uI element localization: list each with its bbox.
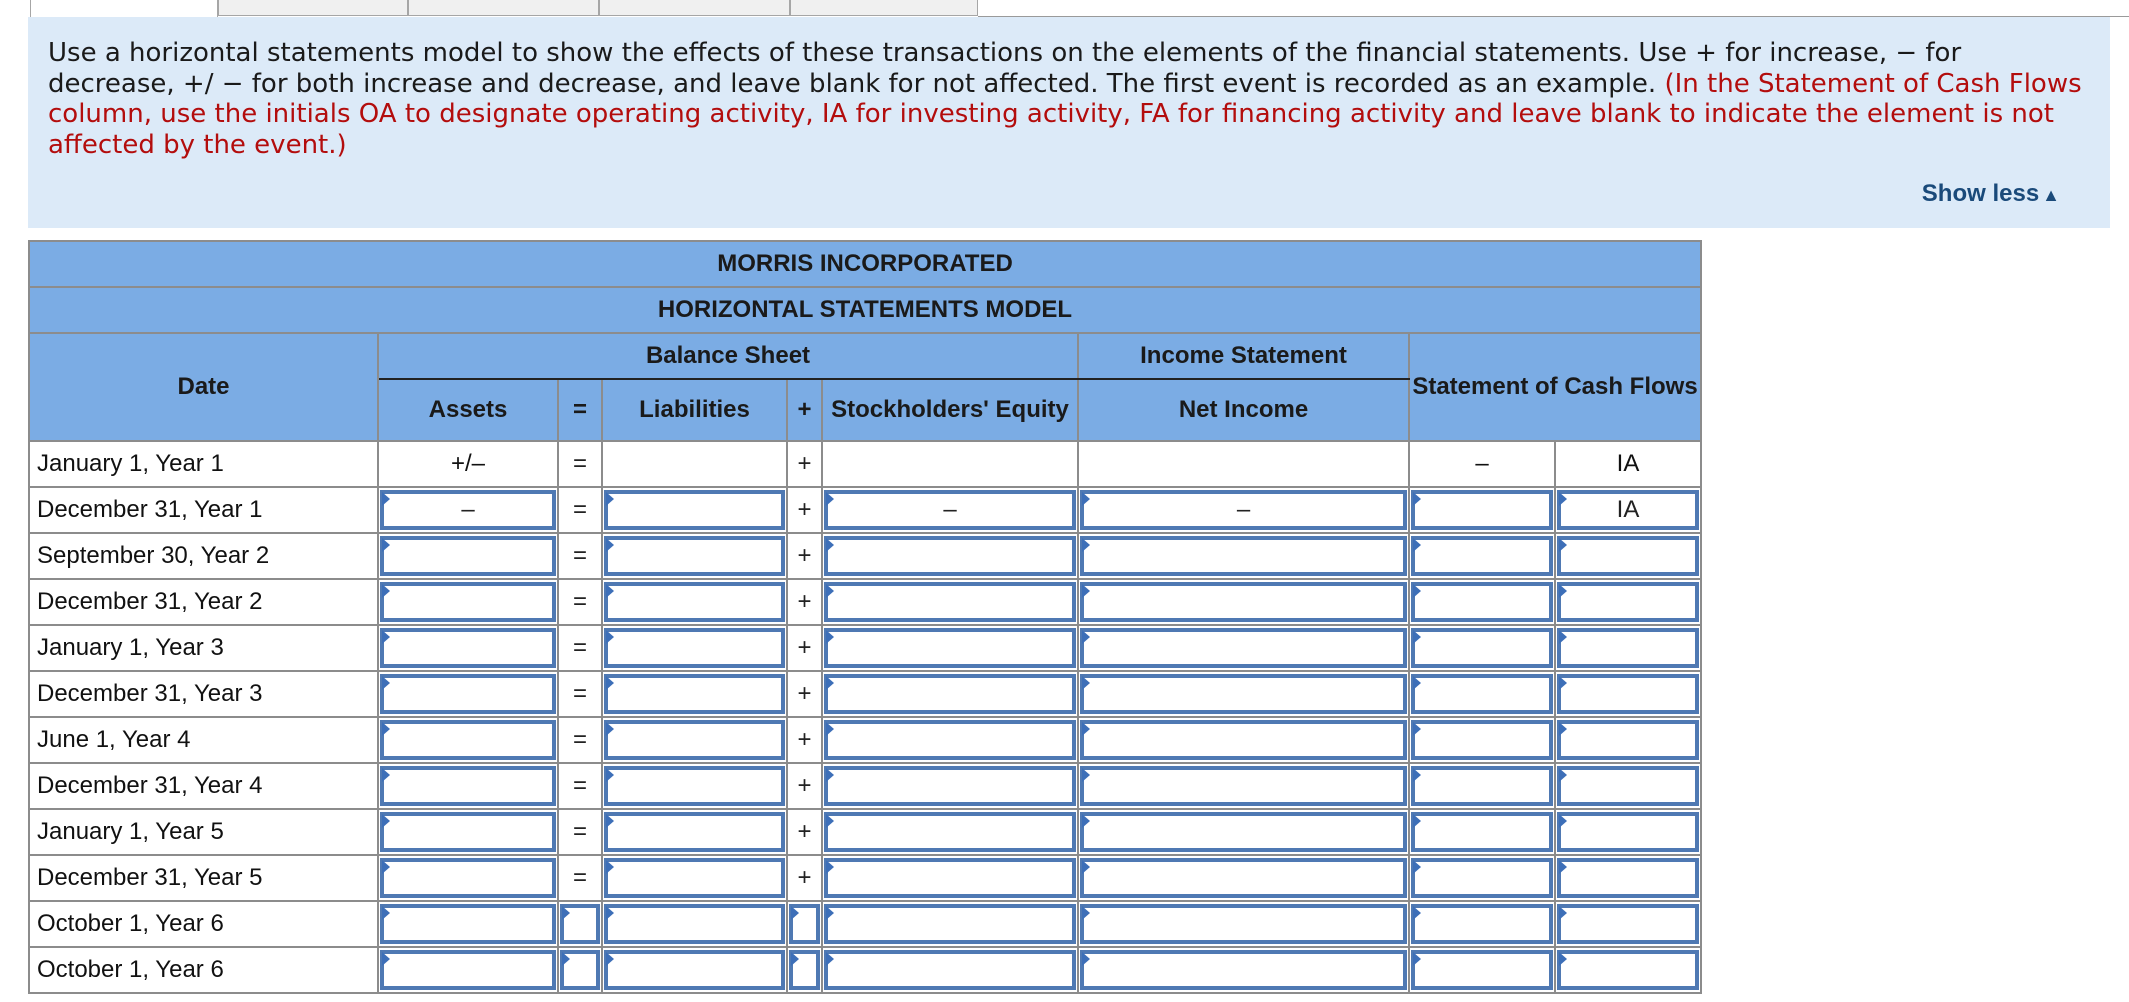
cash-flow-amount-input-cell xyxy=(1409,947,1555,993)
equity-input[interactable] xyxy=(824,766,1076,806)
equals-symbol: = xyxy=(558,579,602,625)
cash-flow-amount-input-cell xyxy=(1409,901,1555,947)
cash-flow-amount-input[interactable] xyxy=(1411,582,1553,622)
instructions-note: (In the Statement of Cash Flows column, use the initials OA to designate operating activity, IA for investing activity, FA for financing activity and leave blank to indicate the element is not affected by the event.) xyxy=(48,68,2082,160)
cash-flow-activity-input[interactable] xyxy=(1557,536,1699,576)
liabilities-input-cell xyxy=(602,855,787,901)
equals-input-cell xyxy=(558,947,602,993)
assets-input[interactable] xyxy=(380,812,556,852)
assets-input[interactable] xyxy=(380,858,556,898)
equity-input-cell xyxy=(822,809,1078,855)
cash-flow-activity-input[interactable]: IA xyxy=(1557,490,1699,530)
plus-symbol: + xyxy=(787,809,822,855)
cash-flow-activity-input[interactable] xyxy=(1557,720,1699,760)
assets-input-cell xyxy=(378,579,558,625)
row-date: December 31, Year 4 xyxy=(29,763,378,809)
balance-sheet-header: Balance Sheet xyxy=(378,333,1078,379)
net-income-input[interactable]: – xyxy=(1080,490,1407,530)
equals-header: = xyxy=(558,379,602,441)
equity-input[interactable] xyxy=(824,904,1076,944)
net-income-input[interactable] xyxy=(1080,536,1407,576)
net-income-input-cell xyxy=(1078,855,1409,901)
equity-input[interactable] xyxy=(824,536,1076,576)
liabilities-input[interactable] xyxy=(604,536,785,576)
equals-symbol: = xyxy=(558,533,602,579)
equals-symbol: = xyxy=(558,671,602,717)
assets-input-cell xyxy=(378,717,558,763)
cash-flow-amount-input[interactable] xyxy=(1411,766,1553,806)
cash-flow-activity-input-cell xyxy=(1555,901,1701,947)
equals-symbol: = xyxy=(558,855,602,901)
plus-symbol: + xyxy=(787,533,822,579)
liabilities-input-cell xyxy=(602,625,787,671)
cash-flow-amount-input[interactable] xyxy=(1411,536,1553,576)
equity-input-cell xyxy=(822,579,1078,625)
net-income-input-cell xyxy=(1078,487,1409,533)
assets-input[interactable] xyxy=(380,766,556,806)
table-row xyxy=(29,579,1701,625)
equity-input[interactable]: – xyxy=(824,490,1076,530)
date-header: Date xyxy=(29,333,378,441)
table-row xyxy=(29,901,1701,947)
plus-symbol: + xyxy=(787,855,822,901)
cash-flow-amount-input[interactable] xyxy=(1411,720,1553,760)
net-income-input-cell xyxy=(1078,901,1409,947)
net-income-input-cell xyxy=(1078,625,1409,671)
cash-flow-amount-value: – xyxy=(1409,441,1555,487)
assets-input[interactable] xyxy=(380,582,556,622)
equity-input-cell xyxy=(822,625,1078,671)
instructions-panel xyxy=(28,17,2110,228)
plus-input-cell xyxy=(787,901,822,947)
cash-flow-activity-input[interactable] xyxy=(1557,628,1699,668)
table-row xyxy=(29,717,1701,763)
equity-input[interactable] xyxy=(824,720,1076,760)
liabilities-header: Liabilities xyxy=(602,379,787,441)
row-date: September 30, Year 2 xyxy=(29,533,378,579)
liabilities-value xyxy=(602,441,787,487)
liabilities-input-cell xyxy=(602,717,787,763)
net-income-input[interactable] xyxy=(1080,766,1407,806)
cash-flow-activity-input-cell xyxy=(1555,947,1701,993)
row-date: June 1, Year 4 xyxy=(29,717,378,763)
equity-input-cell xyxy=(822,717,1078,763)
equals-input[interactable] xyxy=(560,904,600,944)
cash-flow-activity-input-cell xyxy=(1555,625,1701,671)
equity-input-cell xyxy=(822,855,1078,901)
equity-input-cell xyxy=(822,487,1078,533)
plus-symbol: + xyxy=(787,579,822,625)
equals-symbol: = xyxy=(558,441,602,487)
cash-flow-amount-input-cell xyxy=(1409,625,1555,671)
row-date: January 1, Year 5 xyxy=(29,809,378,855)
net-income-input-cell xyxy=(1078,533,1409,579)
tab-required-5[interactable] xyxy=(790,0,978,16)
tab-required-2[interactable] xyxy=(218,0,408,16)
assets-value: +/– xyxy=(378,441,558,487)
triangle-up-icon: ▲ xyxy=(2042,184,2060,205)
equity-input-cell xyxy=(822,763,1078,809)
cash-flow-amount-input-cell xyxy=(1409,855,1555,901)
cash-flow-activity-input-cell xyxy=(1555,671,1701,717)
plus-header: + xyxy=(787,379,822,441)
model-title: HORIZONTAL STATEMENTS MODEL xyxy=(29,287,1701,333)
plus-input[interactable] xyxy=(789,904,820,944)
assets-input-cell xyxy=(378,533,558,579)
cash-flow-amount-input-cell xyxy=(1409,809,1555,855)
cash-flow-activity-input[interactable] xyxy=(1557,904,1699,944)
cash-flow-activity-input[interactable] xyxy=(1557,674,1699,714)
net-income-input[interactable] xyxy=(1080,950,1407,990)
plus-symbol: + xyxy=(787,671,822,717)
equity-input-cell xyxy=(822,533,1078,579)
tab-required-4[interactable] xyxy=(599,0,790,16)
assets-input[interactable]: – xyxy=(380,490,556,530)
net-income-input[interactable] xyxy=(1080,812,1407,852)
cash-flow-amount-input[interactable] xyxy=(1411,490,1553,530)
cash-flow-amount-input-cell xyxy=(1409,579,1555,625)
net-income-input[interactable] xyxy=(1080,628,1407,668)
table-row xyxy=(29,487,1701,533)
assets-input-cell xyxy=(378,671,558,717)
equity-input-cell xyxy=(822,671,1078,717)
assets-input-cell xyxy=(378,901,558,947)
assets-input[interactable] xyxy=(380,904,556,944)
liabilities-input-cell xyxy=(602,533,787,579)
show-less-button[interactable] xyxy=(1922,179,2060,211)
net-income-input-cell xyxy=(1078,671,1409,717)
equity-input[interactable] xyxy=(824,674,1076,714)
row-date: January 1, Year 1 xyxy=(29,441,378,487)
assets-input[interactable] xyxy=(380,628,556,668)
cash-flow-amount-input[interactable] xyxy=(1411,950,1553,990)
cash-flow-activity-input-cell xyxy=(1555,763,1701,809)
cash-flow-amount-input-cell xyxy=(1409,763,1555,809)
equity-input[interactable] xyxy=(824,858,1076,898)
assets-input-cell xyxy=(378,625,558,671)
net-income-input[interactable] xyxy=(1080,582,1407,622)
plus-symbol: + xyxy=(787,441,822,487)
tab-required-1[interactable] xyxy=(30,0,218,17)
net-income-header: Net Income xyxy=(1078,379,1409,441)
equity-input-cell xyxy=(822,947,1078,993)
net-income-input[interactable] xyxy=(1080,674,1407,714)
liabilities-input[interactable] xyxy=(604,904,785,944)
plus-input[interactable] xyxy=(789,950,820,990)
plus-symbol: + xyxy=(787,487,822,533)
cash-flow-activity-input-cell xyxy=(1555,809,1701,855)
equals-symbol: = xyxy=(558,763,602,809)
assets-header: Assets xyxy=(378,379,558,441)
cash-flow-amount-input-cell xyxy=(1409,671,1555,717)
table-row xyxy=(29,671,1701,717)
row-date: October 1, Year 6 xyxy=(29,901,378,947)
assets-input[interactable] xyxy=(380,720,556,760)
table-row xyxy=(29,947,1701,993)
equals-input-cell xyxy=(558,901,602,947)
equals-symbol: = xyxy=(558,809,602,855)
cash-flow-activity-input[interactable] xyxy=(1557,950,1699,990)
liabilities-input-cell xyxy=(602,809,787,855)
row-date: January 1, Year 3 xyxy=(29,625,378,671)
cash-flow-activity-input[interactable] xyxy=(1557,858,1699,898)
liabilities-input-cell xyxy=(602,947,787,993)
cash-flow-activity-input-cell xyxy=(1555,855,1701,901)
example-row xyxy=(29,441,1701,487)
liabilities-input[interactable] xyxy=(604,720,785,760)
liabilities-input[interactable] xyxy=(604,490,785,530)
row-date: December 31, Year 5 xyxy=(29,855,378,901)
assets-input-cell xyxy=(378,487,558,533)
table-row xyxy=(29,625,1701,671)
cash-flow-amount-input-cell xyxy=(1409,717,1555,763)
equity-input[interactable] xyxy=(824,582,1076,622)
horizontal-statements-model-table xyxy=(28,240,1702,994)
assets-input[interactable] xyxy=(380,536,556,576)
liabilities-input[interactable] xyxy=(604,674,785,714)
net-income-input[interactable] xyxy=(1080,904,1407,944)
plus-symbol: + xyxy=(787,625,822,671)
plus-input-cell xyxy=(787,947,822,993)
liabilities-input[interactable] xyxy=(604,628,785,668)
equity-input[interactable] xyxy=(824,950,1076,990)
company-name: MORRIS INCORPORATED xyxy=(29,241,1701,287)
equals-input[interactable] xyxy=(560,950,600,990)
net-income-value xyxy=(1078,441,1409,487)
equals-symbol: = xyxy=(558,717,602,763)
equity-input[interactable] xyxy=(824,628,1076,668)
liabilities-input[interactable] xyxy=(604,950,785,990)
net-income-input[interactable] xyxy=(1080,858,1407,898)
cash-flow-amount-input-cell xyxy=(1409,487,1555,533)
liabilities-input[interactable] xyxy=(604,582,785,622)
liabilities-input-cell xyxy=(602,487,787,533)
row-date: December 31, Year 3 xyxy=(29,671,378,717)
liabilities-input-cell xyxy=(602,901,787,947)
cash-flow-amount-input[interactable] xyxy=(1411,628,1553,668)
liabilities-input-cell xyxy=(602,671,787,717)
plus-symbol: + xyxy=(787,717,822,763)
liabilities-input-cell xyxy=(602,763,787,809)
equity-input[interactable] xyxy=(824,812,1076,852)
cash-flow-amount-input[interactable] xyxy=(1411,674,1553,714)
net-income-input-cell xyxy=(1078,717,1409,763)
cash-flow-activity-input-cell xyxy=(1555,717,1701,763)
cash-flow-activity-value: IA xyxy=(1555,441,1701,487)
assets-input[interactable] xyxy=(380,950,556,990)
tab-required-3[interactable] xyxy=(408,0,599,16)
net-income-input-cell xyxy=(1078,579,1409,625)
assets-input-cell xyxy=(378,763,558,809)
liabilities-input[interactable] xyxy=(604,858,785,898)
cash-flow-activity-input[interactable] xyxy=(1557,812,1699,852)
assets-input-cell xyxy=(378,855,558,901)
plus-symbol: + xyxy=(787,763,822,809)
table-row xyxy=(29,809,1701,855)
table-row xyxy=(29,763,1701,809)
show-less-label: Show less xyxy=(1921,179,2040,207)
cash-flow-activity-input-cell xyxy=(1555,487,1701,533)
row-date: October 1, Year 6 xyxy=(29,947,378,993)
assets-input-cell xyxy=(378,809,558,855)
liabilities-input[interactable] xyxy=(604,766,785,806)
row-date: December 31, Year 1 xyxy=(29,487,378,533)
assets-input-cell xyxy=(378,947,558,993)
table-row xyxy=(29,855,1701,901)
tab-strip xyxy=(0,0,2129,17)
cash-flow-activity-input-cell xyxy=(1555,533,1701,579)
row-date: December 31, Year 2 xyxy=(29,579,378,625)
equity-value xyxy=(822,441,1078,487)
cash-flow-activity-input[interactable] xyxy=(1557,582,1699,622)
instructions-text: Use a horizontal statements model to show the effects of these transactions on the elements of the financial statements. Use + for increase, − for decrease, +/ − for both increase and decrease, and leave blank for not affected. The first event is recorded as an example. xyxy=(48,38,1962,99)
cash-flows-header: Statement of Cash Flows xyxy=(1409,333,1701,441)
net-income-input-cell xyxy=(1078,809,1409,855)
assets-input[interactable] xyxy=(380,674,556,714)
liabilities-input[interactable] xyxy=(604,812,785,852)
cash-flow-amount-input[interactable] xyxy=(1411,904,1553,944)
liabilities-input-cell xyxy=(602,579,787,625)
equals-symbol: = xyxy=(558,625,602,671)
cash-flow-activity-input-cell xyxy=(1555,579,1701,625)
table-row xyxy=(29,533,1701,579)
net-income-input-cell xyxy=(1078,947,1409,993)
cash-flow-amount-input[interactable] xyxy=(1411,858,1553,898)
income-statement-header: Income Statement xyxy=(1078,333,1409,379)
cash-flow-amount-input[interactable] xyxy=(1411,812,1553,852)
equals-symbol: = xyxy=(558,487,602,533)
net-income-input-cell xyxy=(1078,763,1409,809)
equity-input-cell xyxy=(822,901,1078,947)
cash-flow-activity-input[interactable] xyxy=(1557,766,1699,806)
equity-header: Stockholders' Equity xyxy=(822,379,1078,441)
net-income-input[interactable] xyxy=(1080,720,1407,760)
cash-flow-amount-input-cell xyxy=(1409,533,1555,579)
